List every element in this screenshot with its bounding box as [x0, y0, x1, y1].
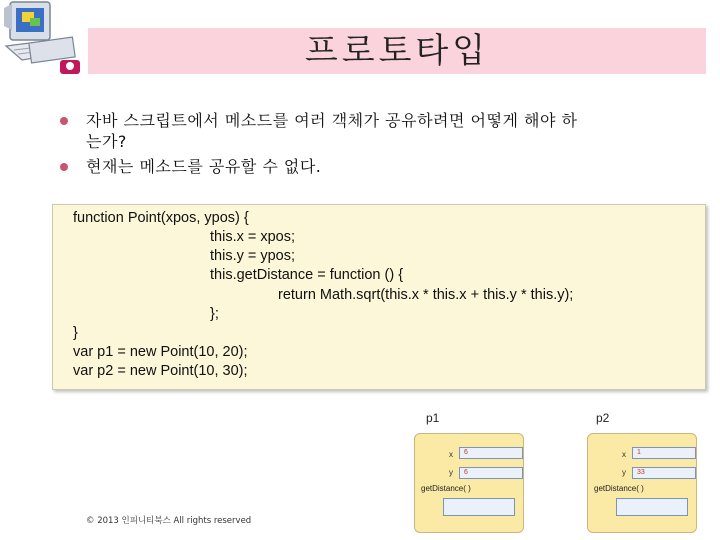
code-line: };: [210, 306, 219, 322]
field-label-y: y: [449, 468, 453, 477]
field-label-x: x: [449, 450, 453, 459]
method-label: getDistance( ): [594, 484, 644, 493]
object-name-p1: p1: [426, 411, 440, 425]
title-bar: [88, 28, 706, 74]
object-diagram-p2: [587, 433, 697, 533]
computer-clipart-icon: [0, 0, 90, 82]
object-diagram-p1: [414, 433, 524, 533]
code-line: this.getDistance = function () {: [210, 267, 404, 283]
copyright-footer: © 2013 인피니티북스 All rights reserved: [86, 516, 252, 526]
object-name-p2: p2: [596, 411, 610, 425]
code-block: [52, 204, 706, 390]
bullet-dot-icon: [60, 163, 68, 171]
code-line: this.x = xpos;: [210, 229, 296, 245]
field-label-x: x: [622, 450, 626, 459]
field-value-x: 1: [632, 447, 696, 459]
field-value-y: 6: [459, 467, 523, 479]
code-line: }: [73, 325, 78, 341]
code-line: var p1 = new Point(10, 20);: [73, 344, 248, 360]
bullet-text-continued: 는가?: [86, 132, 127, 151]
bullet-item: [60, 156, 700, 177]
code-line: function Point(xpos, ypos) {: [73, 210, 249, 226]
method-slot: [443, 498, 515, 516]
method-slot: [616, 498, 688, 516]
bullet-text: 현재는 메소드를 공유할 수 없다.: [86, 157, 322, 176]
bullet-dot-icon: [60, 117, 68, 125]
bullet-item: [60, 110, 700, 152]
method-label: getDistance( ): [421, 484, 471, 493]
bullet-list: [60, 110, 700, 181]
field-label-y: y: [622, 468, 626, 477]
field-value-y: 33: [632, 467, 696, 479]
code-line: return Math.sqrt(this.x * this.x + this.y * this.y);: [278, 287, 574, 303]
code-line: var p2 = new Point(10, 30);: [73, 363, 248, 379]
code-line: this.y = ypos;: [210, 248, 296, 264]
field-value-x: 6: [459, 447, 523, 459]
slide-title: 프로토타입: [304, 31, 490, 71]
bullet-text: 자바 스크립트에서 메소드를 여러 객체가 공유하려면 어떻게 해야 하: [86, 111, 578, 130]
